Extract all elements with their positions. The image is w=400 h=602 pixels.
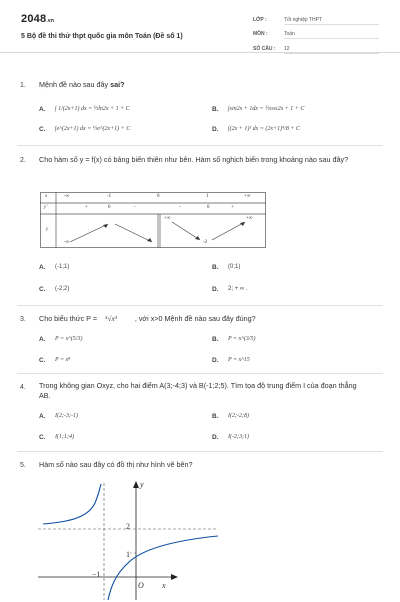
table-x-label: x <box>45 194 48 199</box>
x-value: +∞ <box>244 194 251 199</box>
option-d-label[interactable]: D. <box>212 357 219 364</box>
option-d-text[interactable]: 2; + ∞ . <box>228 286 248 292</box>
meta-subject-value: Toán <box>284 31 379 39</box>
variation-table-drawing <box>40 192 266 248</box>
option-a-label[interactable]: A. <box>39 413 46 420</box>
option-c-label[interactable]: C. <box>39 126 46 133</box>
meta-class-label: LỚP : <box>253 17 267 23</box>
divider <box>17 451 383 452</box>
graph-tick-1: 1 <box>126 550 130 559</box>
option-a-text[interactable]: I(2;-3;-1) <box>55 413 78 419</box>
question-number: 1. <box>20 82 26 89</box>
x-value: -1 <box>107 194 112 199</box>
yprime-sign: + <box>231 205 234 210</box>
table-yprime-label: y' <box>44 205 48 210</box>
question-text-main: Mệnh đề nào sau đây <box>39 80 111 89</box>
graph-tick-neg1: −1 <box>92 570 101 579</box>
meta-count-value: 12 <box>284 46 379 54</box>
yprime-sign: 0 <box>108 205 111 210</box>
option-c-text[interactable]: ∫e^(2x+1) dx = ½e^(2x+1) + C <box>55 126 131 132</box>
page-header <box>0 0 400 53</box>
y-value: -∞ <box>64 240 70 245</box>
logo-text: 2048 <box>21 13 47 25</box>
option-b-label[interactable]: B. <box>212 264 219 271</box>
question-number: 4. <box>20 384 26 391</box>
option-c-label[interactable]: C. <box>39 286 46 293</box>
option-b-label[interactable]: B. <box>212 106 219 113</box>
question-text: Hàm số nào sau đây có đồ thị như hình vẽ bên? <box>39 460 193 469</box>
function-graph <box>38 478 238 600</box>
option-d-text[interactable]: I(-2;3;1) <box>228 434 249 440</box>
option-c-text[interactable]: P = x⁸ <box>55 357 71 363</box>
site-logo[interactable] <box>21 13 54 25</box>
option-d-text[interactable]: ∫(2x + 1)³ dx = (2x+1)⁴/8 + C <box>228 126 300 132</box>
question-number: 5. <box>20 462 26 469</box>
variation-table <box>40 192 266 248</box>
option-d-label[interactable]: D. <box>212 126 219 133</box>
yprime-sign: + <box>85 205 88 210</box>
meta-count-label: SỐ CÂU : <box>253 46 276 52</box>
meta-subject-label: MÔN : <box>253 31 268 37</box>
option-b-text[interactable]: P = x^(3/5) <box>228 336 256 342</box>
yprime-sign: - <box>134 205 136 210</box>
graph-origin-label: O <box>138 581 144 590</box>
y-value: +∞ <box>246 216 253 221</box>
question-number: 2. <box>20 157 26 164</box>
option-a-text[interactable]: P = x^(5/3) <box>55 336 83 342</box>
meta-class-value: Tốt nghiệp THPT <box>284 17 379 25</box>
graph-y-label: y <box>140 480 144 489</box>
yprime-sign: 0 <box>207 205 210 210</box>
question-text <box>39 79 369 91</box>
option-c-text[interactable]: (-2;2) <box>55 286 70 292</box>
option-a-label[interactable]: A. <box>39 336 46 343</box>
option-d-label[interactable]: D. <box>212 286 219 293</box>
divider <box>17 305 383 306</box>
option-a-text[interactable]: ∫ 1/(2x+1) dx = ½ln2x + 1 + C <box>55 106 130 112</box>
x-value: -∞ <box>64 194 70 199</box>
question-text-emphasis: sai? <box>110 80 125 89</box>
option-c-text[interactable]: I(1;1;4) <box>55 434 74 440</box>
question-text: Cho hàm số y = f(x) có bảng biến thiên như bên. Hàm số nghịch biến trong khoảng nào sau đây? <box>39 155 349 164</box>
question-text-after: , với x>0 Mệnh đề nào sau đây đúng? <box>134 314 256 323</box>
logo-suffix: .vn <box>46 18 55 24</box>
exam-title: 5 Bộ đề thi thử thpt quốc gia môn Toán (Đề số 1) <box>21 33 183 40</box>
option-c-label[interactable]: C. <box>39 357 46 364</box>
yprime-sign: - <box>179 205 181 210</box>
question-text: Trong không gian Oxyz, cho hai điểm A(3;-4;3) và B(-1;2;5). Tìm tọa độ trung điểm I của đoạn thẳng AB. <box>39 381 357 400</box>
option-b-label[interactable]: B. <box>212 413 219 420</box>
radical-expression: ⁵√x³ <box>105 315 117 323</box>
option-a-label[interactable]: A. <box>39 264 46 271</box>
graph-tick-2: 2 <box>126 522 130 531</box>
y-value: -2 <box>203 240 208 245</box>
option-b-text[interactable]: ∫sin2x + 1dx = ½cos2x + 1 + C <box>228 106 305 112</box>
option-a-text[interactable]: (-1;1) <box>55 264 70 270</box>
table-y-label: y <box>46 227 49 232</box>
question-text <box>39 313 369 325</box>
x-value: 0 <box>157 194 160 199</box>
y-value: +∞ <box>164 216 171 221</box>
option-c-label[interactable]: C. <box>39 434 46 441</box>
option-b-text[interactable]: (0;1) <box>228 264 241 270</box>
option-b-label[interactable]: B. <box>212 336 219 343</box>
x-value: 1 <box>206 194 209 199</box>
option-b-text[interactable]: I(2;-2;8) <box>228 413 249 419</box>
question-number: 3. <box>20 316 26 323</box>
divider <box>17 373 383 374</box>
option-d-text[interactable]: P = x^15 <box>228 357 250 363</box>
option-d-label[interactable]: D. <box>212 434 219 441</box>
graph-x-label: x <box>162 581 166 590</box>
question-text-before: Cho biểu thức P = <box>39 314 100 323</box>
option-a-label[interactable]: A. <box>39 106 46 113</box>
divider <box>17 145 383 146</box>
